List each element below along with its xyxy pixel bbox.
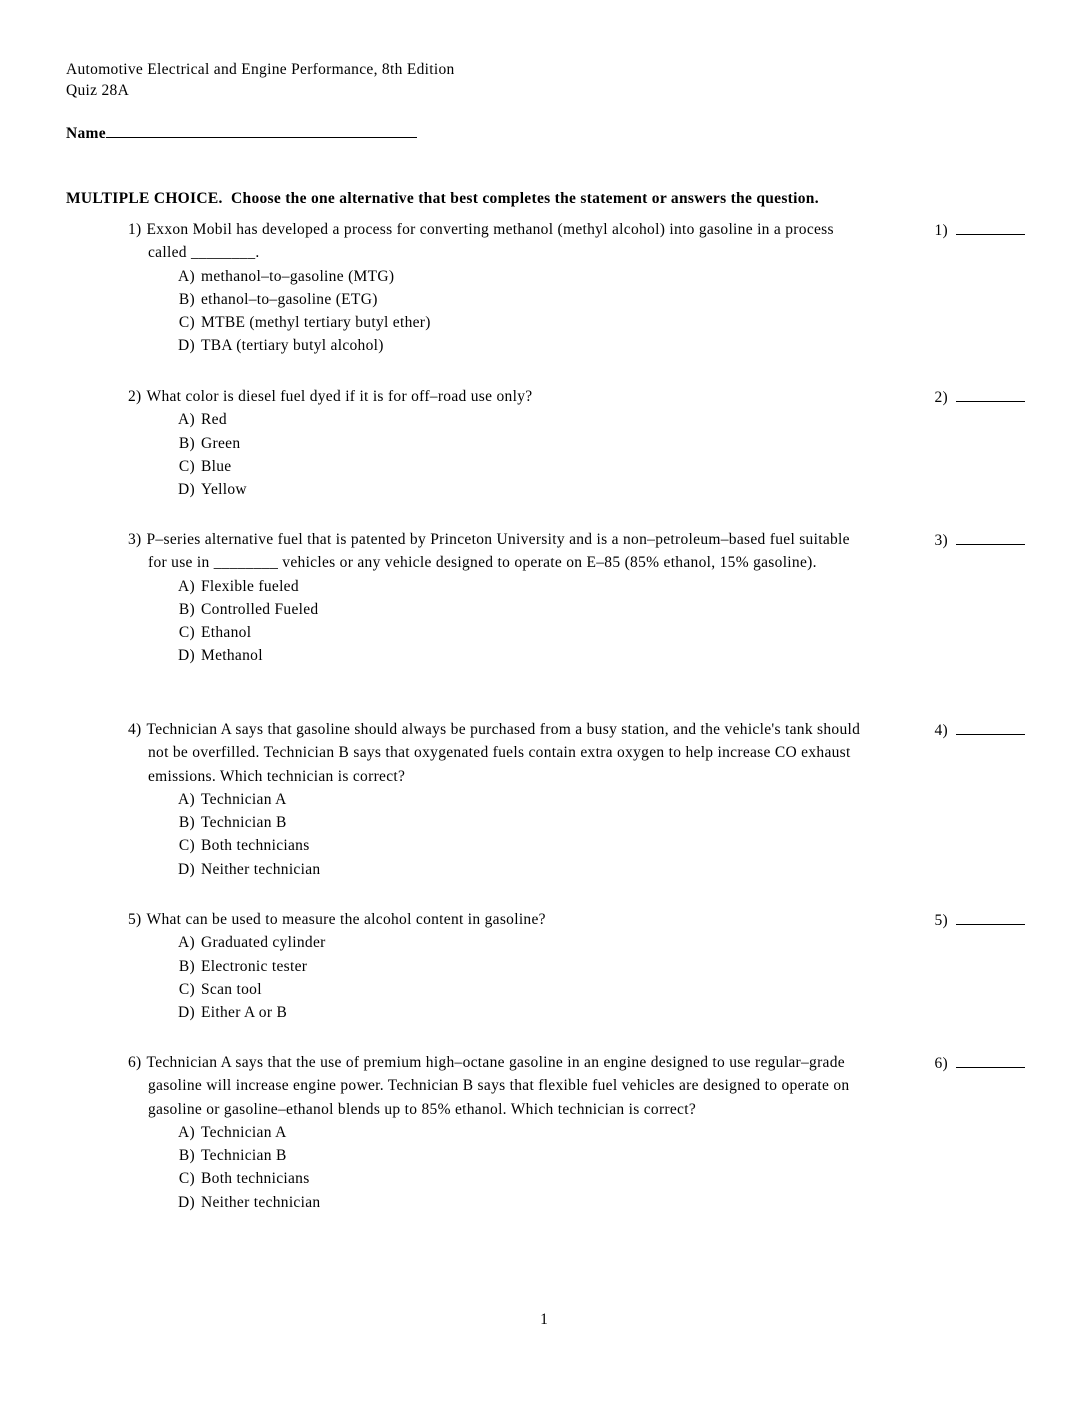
question-body-text: Exxon Mobil has developed a process for converting methanol (methyl alcohol) into gasoline in a process called ________.: [146, 221, 834, 262]
option-item: [170, 644, 865, 667]
answer-number: 1): [934, 222, 948, 239]
question-text: [128, 908, 865, 931]
question-content: [128, 385, 865, 501]
option-text: Red: [201, 411, 227, 429]
option-text: TBA (tertiary butyl alcohol): [201, 337, 384, 355]
answer-blank-line: [956, 386, 1025, 402]
question-item: [128, 218, 1025, 358]
question-body-text: Technician A says that gasoline should always be purchased from a busy station, and the vehicle's tank should not be overfilled. Technician B says that oxygenated fuels contain extra oxygen to help increase CO exhaust emissions. Which technician is correct?: [146, 721, 861, 785]
answer-blank: [928, 386, 1025, 409]
question-body-text: P–series alternative fuel that is patented by Princeton University and is a non–petroleum–based fuel suitable for use in ________ vehicles or any vehicle designed to operate on E–85 (85% ethanol, 15% gasoline).: [146, 531, 850, 572]
question-number: 2): [128, 388, 142, 405]
answer-blank-line: [956, 719, 1025, 735]
option-list: [128, 931, 865, 1024]
option-text: Methanol: [201, 647, 263, 665]
option-letter: D): [178, 481, 195, 499]
option-text: Ethanol: [201, 624, 252, 642]
question-body-text: What color is diesel fuel dyed if it is for off–road use only?: [146, 388, 533, 405]
answer-number: 4): [934, 722, 948, 739]
quiz-number: Quiz 28A: [66, 81, 130, 99]
option-text: MTBE (methyl tertiary butyl ether): [201, 314, 431, 332]
option-item: [170, 408, 865, 431]
option-text: Neither technician: [201, 1193, 321, 1211]
option-text: Blue: [201, 457, 232, 475]
option-text: ethanol–to–gasoline (ETG): [201, 290, 378, 308]
option-text: Either A or B: [201, 1004, 288, 1022]
option-text: Scan tool: [201, 980, 262, 998]
question-number: 1): [128, 221, 142, 238]
option-text: Yellow: [201, 481, 247, 499]
option-letter: B): [178, 290, 195, 308]
option-item: [170, 265, 865, 288]
name-label: Name: [66, 125, 106, 142]
option-text: Flexible fueled: [201, 577, 299, 595]
option-item: [170, 621, 865, 644]
option-letter: D): [178, 337, 195, 355]
question-item: [128, 908, 1025, 1024]
option-letter: C): [178, 1170, 195, 1188]
option-item: [170, 1167, 865, 1190]
option-item: [170, 788, 865, 811]
question-item: [128, 1051, 1025, 1214]
option-item: [170, 1191, 865, 1214]
answer-number: 5): [934, 912, 948, 929]
answer-blank-line: [956, 909, 1025, 925]
document-title: Automotive Electrical and Engine Performance, 8th Edition: [66, 61, 455, 78]
option-letter: C): [178, 837, 195, 855]
option-item: [170, 288, 865, 311]
option-letter: C): [178, 980, 195, 998]
option-letter: A): [178, 411, 195, 429]
option-item: [170, 478, 865, 501]
answer-blank: [928, 1052, 1025, 1075]
question-number: 6): [128, 1054, 142, 1071]
answer-number: 3): [934, 532, 948, 549]
option-letter: D): [178, 647, 195, 665]
option-item: [170, 1001, 865, 1024]
question-body-text: Technician A says that the use of premium high–octane gasoline in an engine designed to use regular–grade gasoline will increase engine power. Technician B says that flexible fuel vehicles are designed to operate on gasoline or gasoline–ethanol blends up to 85% ethanol. Which technician is correct?: [146, 1054, 850, 1118]
option-letter: D): [178, 860, 195, 878]
option-list: [128, 265, 865, 358]
option-item: [170, 575, 865, 598]
option-item: [170, 931, 865, 954]
option-letter: A): [178, 934, 195, 952]
answer-blank: [928, 529, 1025, 552]
option-list: [128, 575, 865, 668]
question-number: 4): [128, 721, 142, 738]
question-body-text: What can be used to measure the alcohol content in gasoline?: [146, 911, 546, 928]
question-content: [128, 218, 865, 358]
option-letter: C): [178, 457, 195, 475]
option-text: Technician B: [201, 814, 287, 832]
option-item: [170, 978, 865, 1001]
option-item: [170, 858, 865, 881]
question-content: [128, 528, 865, 668]
question-item: [128, 385, 1025, 501]
option-letter: A): [178, 1123, 195, 1141]
option-item: [170, 955, 865, 978]
option-text: Technician A: [201, 1123, 287, 1141]
option-text: Both technicians: [201, 837, 310, 855]
option-letter: D): [178, 1004, 195, 1022]
question-text: [128, 528, 865, 575]
option-text: Controlled Fueled: [201, 600, 319, 618]
option-letter: B): [178, 814, 195, 832]
answer-blank: [928, 909, 1025, 932]
option-letter: C): [178, 314, 195, 332]
option-text: Electronic tester: [201, 957, 308, 975]
option-letter: A): [178, 790, 195, 808]
question-content: [128, 1051, 865, 1214]
question-number: 3): [128, 531, 142, 548]
option-item: [170, 811, 865, 834]
option-text: Technician B: [201, 1147, 287, 1165]
answer-number: 2): [934, 389, 948, 406]
option-item: [170, 311, 865, 334]
question-item: [128, 718, 1025, 881]
answer-blank: [928, 719, 1025, 742]
answer-blank-line: [956, 219, 1025, 235]
option-item: [170, 1121, 865, 1144]
question-text: [128, 385, 865, 408]
option-item: [170, 1144, 865, 1167]
answer-blank: [928, 219, 1025, 242]
question-list: [128, 0, 1025, 1408]
answer-blank-line: [956, 529, 1025, 545]
section-instruction: MULTIPLE CHOICE. Choose the one alternative that best completes the statement or answers the question.: [66, 190, 819, 207]
answer-number: 6): [934, 1055, 948, 1072]
question-text: [128, 218, 865, 265]
option-letter: B): [178, 957, 195, 975]
option-item: [170, 334, 865, 357]
option-letter: B): [178, 600, 195, 618]
option-list: [128, 408, 865, 501]
page-number: 1: [540, 1311, 548, 1328]
option-item: [170, 455, 865, 478]
option-letter: B): [178, 434, 195, 452]
question-text: [128, 1051, 865, 1121]
option-list: [128, 788, 865, 881]
question-content: [128, 908, 865, 1024]
option-text: Green: [201, 434, 241, 452]
question-content: [128, 718, 865, 881]
option-letter: A): [178, 577, 195, 595]
option-item: [170, 834, 865, 857]
option-list: [128, 1121, 865, 1214]
question-text: [128, 718, 865, 788]
option-text: Neither technician: [201, 860, 321, 878]
option-text: Both technicians: [201, 1170, 310, 1188]
option-text: Graduated cylinder: [201, 934, 326, 952]
answer-blank-line: [956, 1052, 1025, 1068]
option-letter: C): [178, 624, 195, 642]
question-item: [128, 528, 1025, 668]
option-letter: A): [178, 267, 195, 285]
question-number: 5): [128, 911, 142, 928]
option-item: [170, 598, 865, 621]
option-letter: D): [178, 1193, 195, 1211]
option-text: methanol–to–gasoline (MTG): [201, 267, 395, 285]
option-letter: B): [178, 1147, 195, 1165]
option-item: [170, 432, 865, 455]
option-text: Technician A: [201, 790, 287, 808]
